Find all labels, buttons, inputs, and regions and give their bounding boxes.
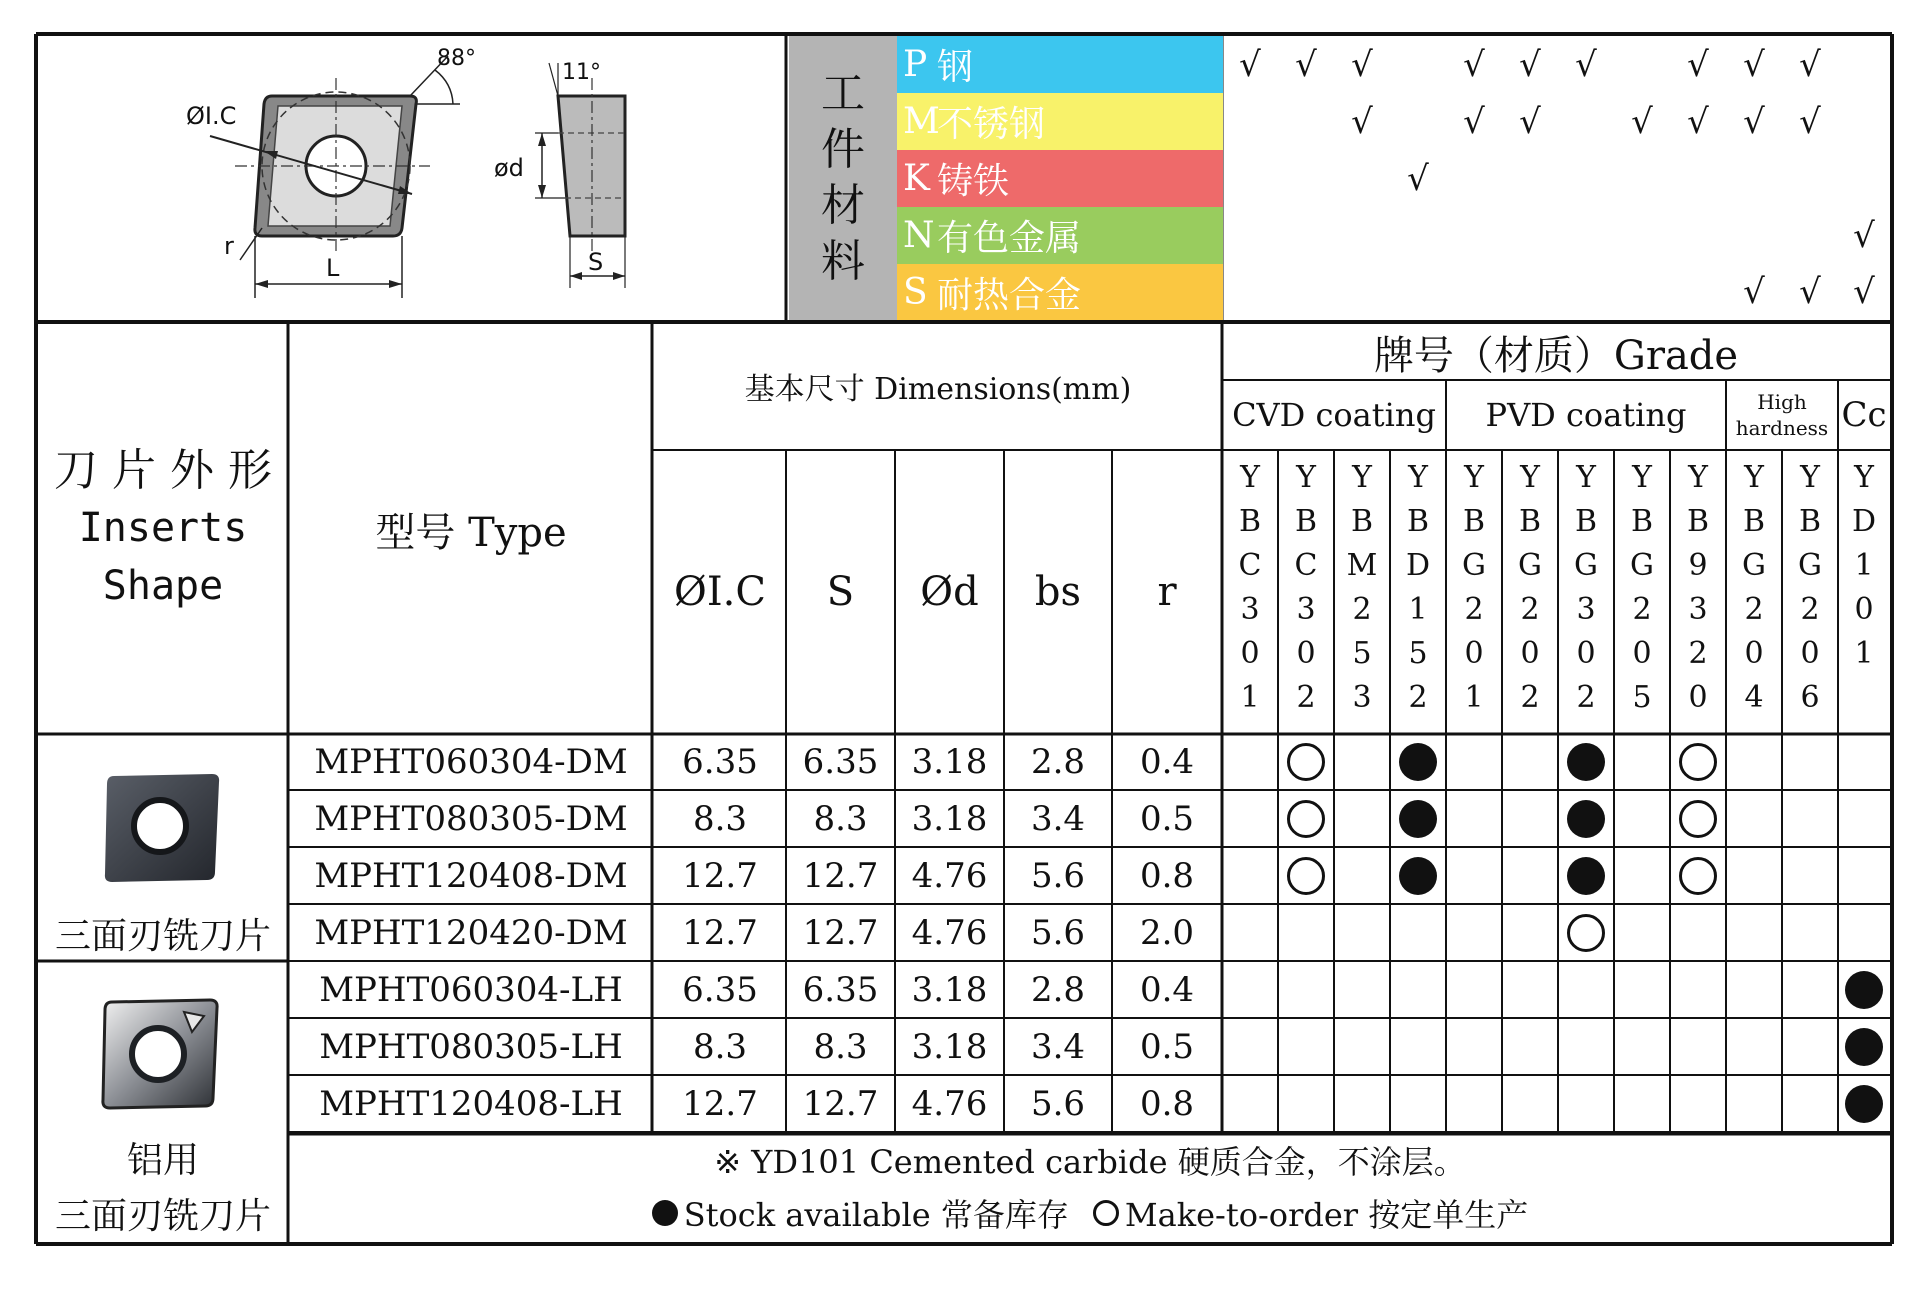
row-type: MPHT120408-LH xyxy=(319,1083,623,1124)
row-dimension: 4.76 xyxy=(911,855,988,896)
grade-column-header: Y B D 1 5 2 xyxy=(1405,460,1431,715)
material-check-mark: √ xyxy=(1799,101,1821,142)
l-label: L xyxy=(326,254,340,282)
row-dimension: 12.7 xyxy=(802,1083,879,1124)
make-to-order-mark xyxy=(1567,914,1605,952)
row-dimension: 0.8 xyxy=(1139,855,1195,896)
grade-column-header: Y B G 2 0 4 xyxy=(1742,460,1766,715)
stock-available-mark xyxy=(1399,743,1437,781)
make-to-order-mark xyxy=(1287,743,1325,781)
material-check-mark: √ xyxy=(1351,44,1373,85)
material-check-mark: √ xyxy=(1575,44,1597,85)
workpiece-header-char: 料 xyxy=(821,236,865,287)
stock-available-mark xyxy=(1845,1028,1883,1066)
material-name: 有色金属 xyxy=(937,218,1082,259)
dim-col-r: r xyxy=(1157,569,1177,615)
row-dimension: 2.0 xyxy=(1139,912,1195,953)
row-dimension: 12.7 xyxy=(682,1083,758,1124)
row-dimension: 12.7 xyxy=(682,912,758,953)
d-label: ød xyxy=(494,154,524,182)
pvd-coating-header: PVD coating xyxy=(1485,396,1687,434)
row-dimension: 0.5 xyxy=(1139,1026,1195,1067)
material-check-mark: √ xyxy=(1743,101,1765,142)
material-check-mark: √ xyxy=(1799,44,1821,85)
dim-col-d: Ød xyxy=(920,569,979,615)
row-dimension: 5.6 xyxy=(1030,1083,1086,1124)
material-check-mark: √ xyxy=(1687,101,1709,142)
material-check-mark: √ xyxy=(1407,158,1429,199)
material-check-mark: √ xyxy=(1743,44,1765,85)
material-check-mark: √ xyxy=(1631,101,1653,142)
stock-available-mark xyxy=(1567,743,1605,781)
material-check-mark: √ xyxy=(1799,272,1821,312)
stock-available-mark xyxy=(1399,800,1437,838)
row-dimension: 3.18 xyxy=(911,1026,988,1067)
grade-column-header: Y B G 3 0 2 xyxy=(1574,460,1598,715)
ic-label: ØI.C xyxy=(186,102,237,130)
cvd-coating-header: CVD coating xyxy=(1232,396,1436,434)
make-to-order-mark xyxy=(1679,800,1717,838)
material-code: N xyxy=(903,215,935,256)
material-check-mark: √ xyxy=(1351,101,1373,142)
angle-88-label: 88° xyxy=(437,46,476,71)
dimensions-header: 基本尺寸 Dimensions(mm) xyxy=(744,372,1132,407)
material-name: 耐热合金 xyxy=(937,274,1082,316)
type-header: 型号 Type xyxy=(375,509,567,556)
order-legend-text: Make-to-order 按定单生产 xyxy=(1124,1196,1529,1234)
shape-header-cn: 刀 片 外 形 xyxy=(54,445,272,496)
row-dimension: 4.76 xyxy=(911,1083,988,1124)
group-lh-label2: 三面刃铣刀片 xyxy=(54,1195,271,1237)
material-name: 铸铁 xyxy=(937,161,1010,202)
make-to-order-mark xyxy=(1679,743,1717,781)
group-lh xyxy=(38,964,288,1242)
shape-header xyxy=(38,324,288,734)
insert-photo-lh xyxy=(96,994,226,1114)
stock-legend-icon xyxy=(652,1200,678,1226)
row-type: MPHT080305-DM xyxy=(314,798,628,839)
row-dimension: 6.35 xyxy=(802,969,879,1010)
stock-available-mark xyxy=(1567,857,1605,895)
row-type: MPHT080305-LH xyxy=(319,1026,623,1067)
stock-legend-text: Stock available 常备库存 xyxy=(683,1196,1069,1234)
row-dimension: 6.35 xyxy=(682,742,758,782)
cc-header: Cc xyxy=(1841,395,1887,435)
material-check-mark: √ xyxy=(1853,215,1875,256)
dim-col-s: S xyxy=(826,569,855,615)
row-dimension: 8.3 xyxy=(813,1026,868,1067)
footer-legend xyxy=(290,1188,1890,1238)
row-dimension: 3.18 xyxy=(911,969,988,1010)
group-dm xyxy=(38,738,288,958)
grade-column-header: Y B G 2 0 6 xyxy=(1798,460,1822,715)
row-dimension: 5.6 xyxy=(1030,855,1086,896)
make-to-order-mark xyxy=(1287,857,1325,895)
material-name: 不锈钢 xyxy=(937,104,1046,145)
material-check-mark: √ xyxy=(1519,101,1541,142)
grade-column-header: Y D 1 0 1 xyxy=(1851,460,1877,671)
material-check-mark: √ xyxy=(1463,101,1485,142)
grade-column-header: Y B G 2 0 5 xyxy=(1630,460,1654,715)
material-code: S xyxy=(903,271,928,313)
row-dimension: 0.4 xyxy=(1139,969,1195,1010)
footer-note: ※ YD101 Cemented carbide 硬质合金，不涂层。 xyxy=(714,1143,1466,1181)
material-code: P xyxy=(903,44,928,85)
material-code: K xyxy=(903,158,930,199)
grade-column-header: Y B C 3 0 2 xyxy=(1294,460,1318,715)
row-dimension: 0.5 xyxy=(1139,798,1195,839)
row-dimension: 0.8 xyxy=(1139,1083,1195,1124)
row-dimension: 3.18 xyxy=(911,742,988,782)
stock-available-mark xyxy=(1845,1085,1883,1123)
row-dimension: 12.7 xyxy=(802,912,879,953)
insert-photo-dm xyxy=(98,768,228,888)
grade-column-header: Y B C 3 0 1 xyxy=(1238,460,1262,715)
row-type: MPHT120420-DM xyxy=(314,912,628,953)
material-row-k xyxy=(897,150,1223,207)
stock-available-mark xyxy=(1845,971,1883,1009)
row-dimension: 3.4 xyxy=(1030,1026,1086,1067)
row-dimension: 5.6 xyxy=(1030,912,1086,953)
material-check-mark: √ xyxy=(1463,44,1485,85)
high-hardness-line2: hardness xyxy=(1735,416,1829,440)
material-check-mark: √ xyxy=(1853,272,1875,312)
workpiece-header-char: 工 xyxy=(821,68,865,119)
row-dimension: 12.7 xyxy=(682,855,758,896)
row-dimension: 3.4 xyxy=(1030,798,1086,839)
stock-available-mark xyxy=(1567,800,1605,838)
grade-column-header: Y B M 2 5 3 xyxy=(1346,460,1378,715)
stock-available-mark xyxy=(1399,857,1437,895)
row-type: MPHT060304-DM xyxy=(314,742,628,782)
row-dimension: 2.8 xyxy=(1030,742,1086,782)
workpiece-header-char: 材 xyxy=(821,180,865,231)
row-type: MPHT060304-LH xyxy=(319,969,623,1010)
high-hardness-header xyxy=(1726,380,1838,450)
grade-column-header: Y B G 2 0 1 xyxy=(1462,460,1486,715)
workpiece-header-char: 件 xyxy=(821,124,865,175)
row-dimension: 12.7 xyxy=(802,855,879,896)
group-dm-label: 三面刃铣刀片 xyxy=(54,915,271,957)
material-row-p xyxy=(897,36,1223,93)
dim-col-bs: bs xyxy=(1034,569,1082,615)
dim-col-ic: ØI.C xyxy=(674,569,766,615)
shape-header-en1: Inserts xyxy=(78,505,248,551)
material-row-n xyxy=(897,207,1223,264)
row-dimension: 6.35 xyxy=(802,742,879,782)
make-to-order-mark xyxy=(1287,800,1325,838)
material-row-m xyxy=(897,93,1223,150)
r-label: r xyxy=(224,232,234,260)
row-dimension: 6.35 xyxy=(682,969,758,1010)
material-code: M xyxy=(903,101,940,142)
material-check-mark: √ xyxy=(1295,44,1317,85)
angle-11-label: 11° xyxy=(562,60,601,85)
grade-header: 牌号（材质）Grade xyxy=(1373,332,1739,379)
make-to-order-mark xyxy=(1679,857,1717,895)
shape-header-en2: Shape xyxy=(102,563,224,609)
s-label: S xyxy=(588,248,604,276)
row-type: MPHT120408-DM xyxy=(314,855,628,896)
workpiece-material-header xyxy=(789,36,897,320)
material-check-mark: √ xyxy=(1519,44,1541,85)
high-hardness-line1: High xyxy=(1757,390,1807,414)
row-dimension: 8.3 xyxy=(692,1026,748,1067)
row-dimension: 2.8 xyxy=(1030,969,1086,1010)
material-check-mark: √ xyxy=(1687,44,1709,85)
row-dimension: 0.4 xyxy=(1139,742,1195,782)
row-dimension: 8.3 xyxy=(692,798,748,839)
insert-diagram xyxy=(40,38,780,318)
grade-column-header: Y B 9 3 2 0 xyxy=(1686,460,1710,715)
order-legend-icon xyxy=(1093,1200,1119,1226)
grade-column-header: Y B G 2 0 2 xyxy=(1518,460,1542,715)
material-check-mark: √ xyxy=(1743,272,1765,312)
material-check-mark: √ xyxy=(1239,44,1261,85)
row-dimension: 8.3 xyxy=(813,798,868,839)
row-dimension: 4.76 xyxy=(911,912,988,953)
material-row-s xyxy=(897,264,1223,320)
material-name: 钢 xyxy=(937,47,974,88)
row-dimension: 3.18 xyxy=(911,798,988,839)
group-lh-label1: 铝用 xyxy=(126,1139,199,1181)
